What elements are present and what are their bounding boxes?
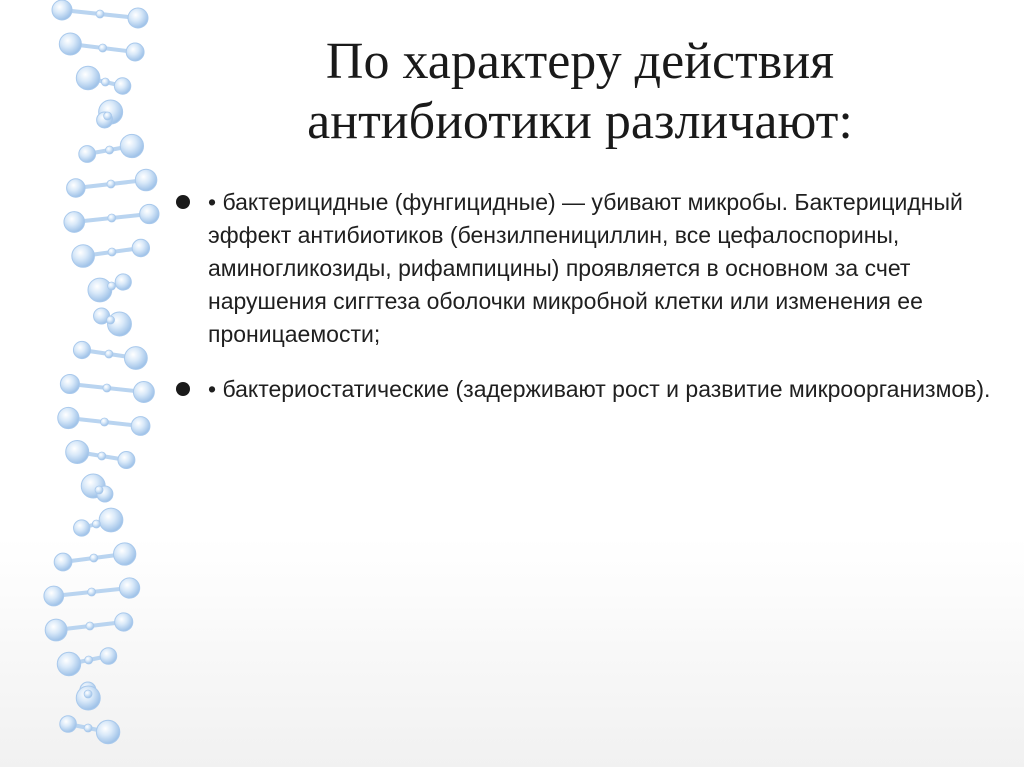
bullet-list [176,186,996,428]
dna-helix-icon [0,0,200,767]
dna-node [67,179,85,197]
dna-node [52,0,72,20]
dna-bead [96,10,104,18]
dna-node [76,66,100,90]
dna-bead [90,554,98,562]
dna-node [114,78,130,94]
dna-node [88,278,112,302]
dna-node [96,720,119,743]
dna-node [100,648,117,665]
dna-node [124,347,147,370]
dna-bead [101,78,109,86]
dna-node [99,508,123,532]
dna-bead [106,146,114,154]
dna-node [57,652,80,675]
dna-node [59,33,81,55]
dna-node [131,417,150,436]
dna-bead [107,180,115,188]
list-item [176,373,996,406]
list-item [176,186,996,351]
title-line-2: антибиотики различают: [307,93,853,150]
dna-bead [100,418,108,426]
dna-node [135,169,157,191]
dna-node [120,134,143,157]
dna-bead [84,690,92,698]
dna-node [133,382,154,403]
dna-node [126,43,144,61]
dna-node [140,204,159,223]
dna-node [60,716,77,733]
dna-bead [108,282,116,290]
filled-circle-icon [176,382,190,396]
dna-bead [95,486,103,494]
dna-bead [103,384,111,392]
slide-title [200,32,960,152]
dna-bead [98,452,106,460]
dna-bead [108,248,116,256]
dna-node [73,341,90,358]
dna-node [64,212,85,233]
dna-node [54,553,72,571]
dna-node [113,543,135,565]
dna-node [115,274,131,290]
title-line-1: По характеру действия [325,33,835,90]
dna-node [79,146,96,163]
dna-bead [85,656,93,664]
dna-node [60,374,79,393]
dna-node [119,578,139,598]
dna-bead [92,520,100,528]
dna-node [115,613,133,631]
dna-node [72,245,95,268]
dna-node [128,8,148,28]
dna-bead [84,724,92,732]
dna-bead [104,112,112,120]
dna-node [45,619,67,641]
dna-bead [86,622,94,630]
dna-bead [107,316,115,324]
dna-bead [88,588,96,596]
bullet-text: • бактерицидные (фунгицидные) — убивают микробы. Бактерицидный эффект антибиотиков (бензилпенициллин, все цефалоспорины, аминогликозиды, рифампицины) проявляется в основном за счет нарушения сиггтеза оболочки микробной клетки или изменения ее проницаемости; [208,189,963,347]
dna-bead [99,44,107,52]
dna-bead [108,214,116,222]
dna-bead [105,350,113,358]
filled-circle-icon [176,195,190,209]
dna-node [118,452,135,469]
dna-node [74,520,90,536]
dna-node [44,586,64,606]
dna-node [66,440,89,463]
bullet-text: • бактериостатические (задерживают рост и развитие микроорганизмов). [208,376,991,402]
dna-node [58,407,79,428]
dna-node [132,239,149,256]
